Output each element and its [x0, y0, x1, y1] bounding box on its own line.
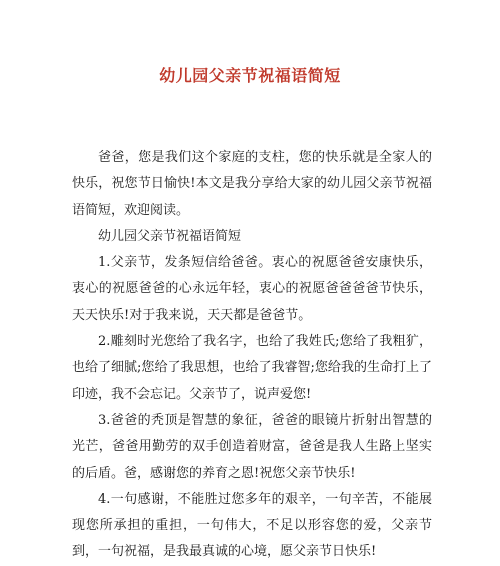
- document-body: [72, 145, 432, 566]
- blessing-paragraph-1: 1.父亲节，发条短信给爸爸。衷心的祝愿爸爸安康快乐，衷心的祝愿爸爸的心永远年轻，衷心的祝愿爸爸爸爸节快乐，天天快乐!对于我来说，天天都是爸爸节。: [72, 255, 432, 323]
- section-heading: 幼儿园父亲节祝福语简短: [98, 228, 242, 244]
- document-title: 幼儿园父亲节祝福语简短: [159, 66, 341, 85]
- blessing-paragraph-2: 2.雕刻时光您给了我名字，也给了我姓氏;您给了我粗犷，也给了细腻;您给了我思想，也给了我睿智;您给我的生命打上了印迹，我不会忘记。父亲节了，说声爱您!: [72, 334, 432, 402]
- blessing-paragraph-3: 3.爸爸的秃顶是智慧的象征，爸爸的眼镜片折射出智慧的光芒，爸爸用勤劳的双手创造着财富，爸爸是我人生路上坚实的后盾。爸，感谢您的养育之恩!祝您父亲节快乐!: [72, 412, 432, 481]
- blessing-paragraph-4: 4.一句感谢，不能胜过您多年的艰辛，一句辛苦，不能展现您所承担的重担，一句伟大，不足以形容您的爱，父亲节到，一句祝福，是我最真诚的心境，愿父亲节日快乐!: [72, 491, 432, 560]
- intro-paragraph: 爸爸，您是我们这个家庭的支柱，您的快乐就是全家人的快乐，祝您节日愉快!本文是我分享给大家的幼儿园父亲节祝福语简短，欢迎阅读。: [72, 150, 432, 218]
